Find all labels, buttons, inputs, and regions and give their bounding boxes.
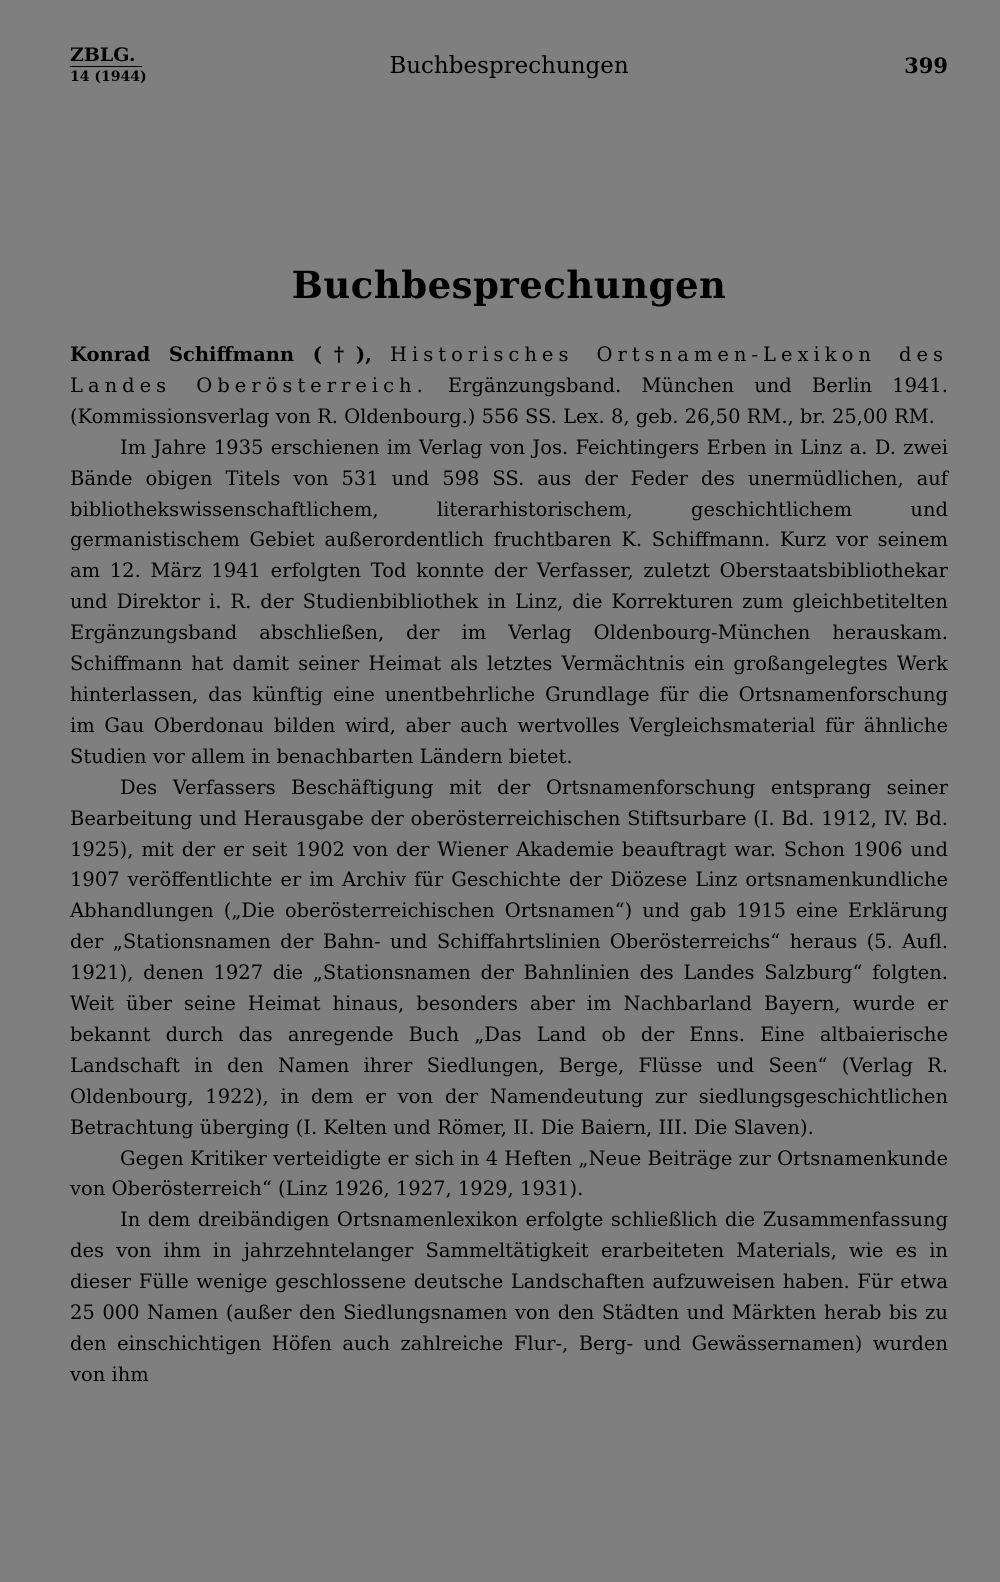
review-paragraph-2: Des Verfassers Beschäftigung mit der Ortsnamenforschung entsprang seiner Bearbeitung und Herausgabe der oberösterreichischen Stiftsurbare (I. Bd. 1912, IV. Bd. 1925), mit der er seit 1902 von der Wiener Akademie beauftragt war. Schon 1906 und 1907 veröffentlichte er im Archiv für Geschichte der Diözese Linz ortsnamenkundliche Abhandlungen („Die oberösterreichischen Ortsnamen“) und gab 1915 eine Erklärung der „Stationsnamen der Bahn- und Schiffahrtslinien Oberösterreichs“ heraus (5. Aufl. 1921), denen 1927 die „Stationsnamen der Bahnlinien des Landes Salzburg“ folgten. Weit über seine Heimat hinaus, besonders aber im Nachbarland Bayern, wurde er bekannt durch das anregende Buch „Das Land ob der Enns. Eine altbaierische Landschaft in den Namen ihrer Siedlungen, Berge, Flüsse und Seen“ (Verlag R. Oldenbourg, 1922), in dem er von der Namendeutung zur siedlungsgeschichtlichen Betrachtung überging (I. Kelten und Römer, II. Die Baiern, III. Die Slaven). [70,775,948,1139]
review-paragraph-1: Im Jahre 1935 erschienen im Verlag von Jos. Feichtingers Erben in Linz a. D. zwei Bände obigen Titels von 531 und 598 SS. aus der Feder des unermüdlichen, auf bibliothekswissenschaftlichem, literarhistorischem, geschichtlichem und germanistischem Gebiet außerordentlich fruchtbaren K. Schiffmann. Kurz vor seinem am 12. März 1941 erfolgten Tod konnte der Verfasser, zuletzt Oberstaatsbibliothekar und Direktor i. R. der Studienbibliothek in Linz, die Korrekturen zum gleichbetitelten Ergänzungsband abschließen, der im Verlag Oldenbourg-München herauskam. Schiffmann hat damit seiner Heimat als letztes Vermächtnis ein großangelegtes Werk hinterlassen, das künftig eine unentbehrliche Grundlage für die Ortsnamenforschung im Gau Oberdonau bilden wird, aber auch wertvolles Vergleichsmaterial für ähnliche Studien vor allem in benachbarten Ländern bietet. [70,435,948,768]
review-paragraph-3: Gegen Kritiker verteidigte er sich in 4 Heften „Neue Beiträge zur Ortsnamenkunde von Oberösterreich“ (Linz 1926, 1927, 1929, 1931). [70,1146,948,1201]
page-number: 399 [904,53,948,78]
section-title: Buchbesprechungen [291,263,727,307]
journal-volume: 14 (1944) [70,69,147,85]
review-book-title: Historisches Ortsnamen-Lexikon des Landes Oberösterreich. [70,343,948,397]
running-title: Buchbesprechungen [389,53,629,79]
review-author: Konrad Schiffmann (†), [70,343,372,366]
review-book-details: Ergänzungsband. München und Berlin 1941. (Kommissionsverlag von R. Oldenbourg.) 556 SS. Lex. 8, geb. 26,50 RM., br. 25,00 RM. [70,373,949,428]
review-paragraph-4: In dem dreibändigen Ortsnamenlexikon erfolgte schließlich die Zusammenfassung des von ihm in jahrzehntelanger Sammeltätigkeit erarbeiteten Materials, wie es in dieser Fülle wenige geschlossene deutsche Landschaften aufzuweisen haben. Für etwa 25 000 Namen (außer den Siedlungsnamen von den Städten und Märkten herab bis zu den einschichtigen Höfen auch zahlreiche Flur-, Berg- und Gewässernamen) wurden von ihm [70,1208,948,1386]
review-citation [70,340,948,433]
review-body [70,340,948,1391]
page-header [70,44,948,94]
journal-abbreviation: ZBLG. [70,44,142,67]
